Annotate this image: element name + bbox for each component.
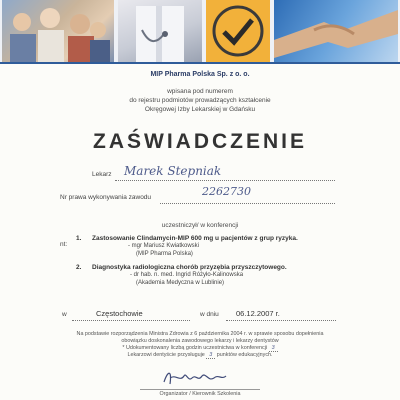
license-number: 2262730: [202, 185, 251, 198]
doctor-label: Lekarz: [92, 171, 112, 178]
regulation-text: Na podstawie rozporządzenia Ministra Zdrowia z 6 października 2004 r. w sprawie sposobu dopełnienia: [76, 331, 324, 337]
certificate-title: ZAŚWIADCZENIE: [93, 130, 307, 153]
handshake-icon: [274, 0, 398, 62]
topic-1-number: 1.: [76, 235, 82, 242]
hours-label: * Udokumentowany liczbą godzin uczestnictwa w konferencji: [122, 345, 268, 351]
license-line: [160, 203, 335, 204]
topic-2-affiliation: (Akademia Medyczna w Lublinie): [136, 280, 225, 286]
checkmark-icon: [206, 0, 270, 62]
doctor-photo-art: [118, 0, 202, 62]
photo-banner: [0, 0, 400, 62]
hours-text: [0, 345, 400, 351]
place-line: [72, 320, 190, 321]
topic-1-title: Zastosowanie Clindamycin-MIP 600 mg u pacjentów z grup ryzyka.: [92, 235, 298, 242]
doctor-photo: [118, 0, 202, 62]
participation-text: uczestniczył/ w konferencji: [161, 222, 239, 229]
date-line: [226, 320, 336, 321]
topic-2-number: 2.: [76, 264, 82, 271]
organizer-caption: Organizator / Kierownik Szkolenia: [159, 391, 241, 397]
points-text: [0, 352, 400, 358]
checkmark-photo: [206, 0, 270, 62]
hours-value: 3: [269, 345, 278, 352]
signature-line: [140, 389, 260, 390]
points-value: 3: [206, 352, 215, 359]
topic-1-affiliation: (MIP Pharma Polska): [136, 251, 193, 257]
banner-divider: [0, 62, 400, 64]
points-prefix: Lekarzowi dentyście przysługuje: [127, 352, 205, 358]
obligation-text: obowiązku doskonalenia zawodowego lekarzy i lekarzy dentystów: [121, 338, 279, 344]
date-value: 06.12.2007 r.: [236, 309, 280, 318]
chamber-text: Okręgowej Izby Lekarskiej w Gdańsku: [144, 106, 256, 113]
license-label: Nr prawa wykonywania zawodu: [60, 194, 152, 201]
place-value: Częstochowie: [96, 309, 143, 318]
registry-text: do rejestru podmiotów prowadzących kształcenie: [129, 97, 271, 104]
doctor-name: Marek Stepniak: [124, 164, 222, 178]
place-label: w: [62, 311, 67, 318]
topic-2-title: Diagnostyka radiologiczna chorób przyzębia przyszczytowego.: [92, 264, 287, 271]
family-photo-art: [2, 0, 114, 62]
doctor-line: [115, 180, 335, 181]
family-photo: [2, 0, 114, 62]
organizer-signature: [160, 368, 230, 388]
points-suffix: punktów edukacyjnych.: [216, 352, 273, 358]
topic-1-speaker: - mgr Mariusz Kwiatkowski: [128, 243, 200, 249]
topics-label: nt:: [60, 241, 68, 248]
registered-text: wpisana pod numerem: [167, 88, 233, 95]
topic-2-speaker: - dr hab. n. med. Ingrid Różyło-Kalinowska: [130, 272, 244, 278]
handshake-photo: [274, 0, 398, 62]
date-label: w dniu: [200, 311, 219, 318]
company-name: MIP Pharma Polska Sp. z o. o.: [150, 71, 250, 78]
